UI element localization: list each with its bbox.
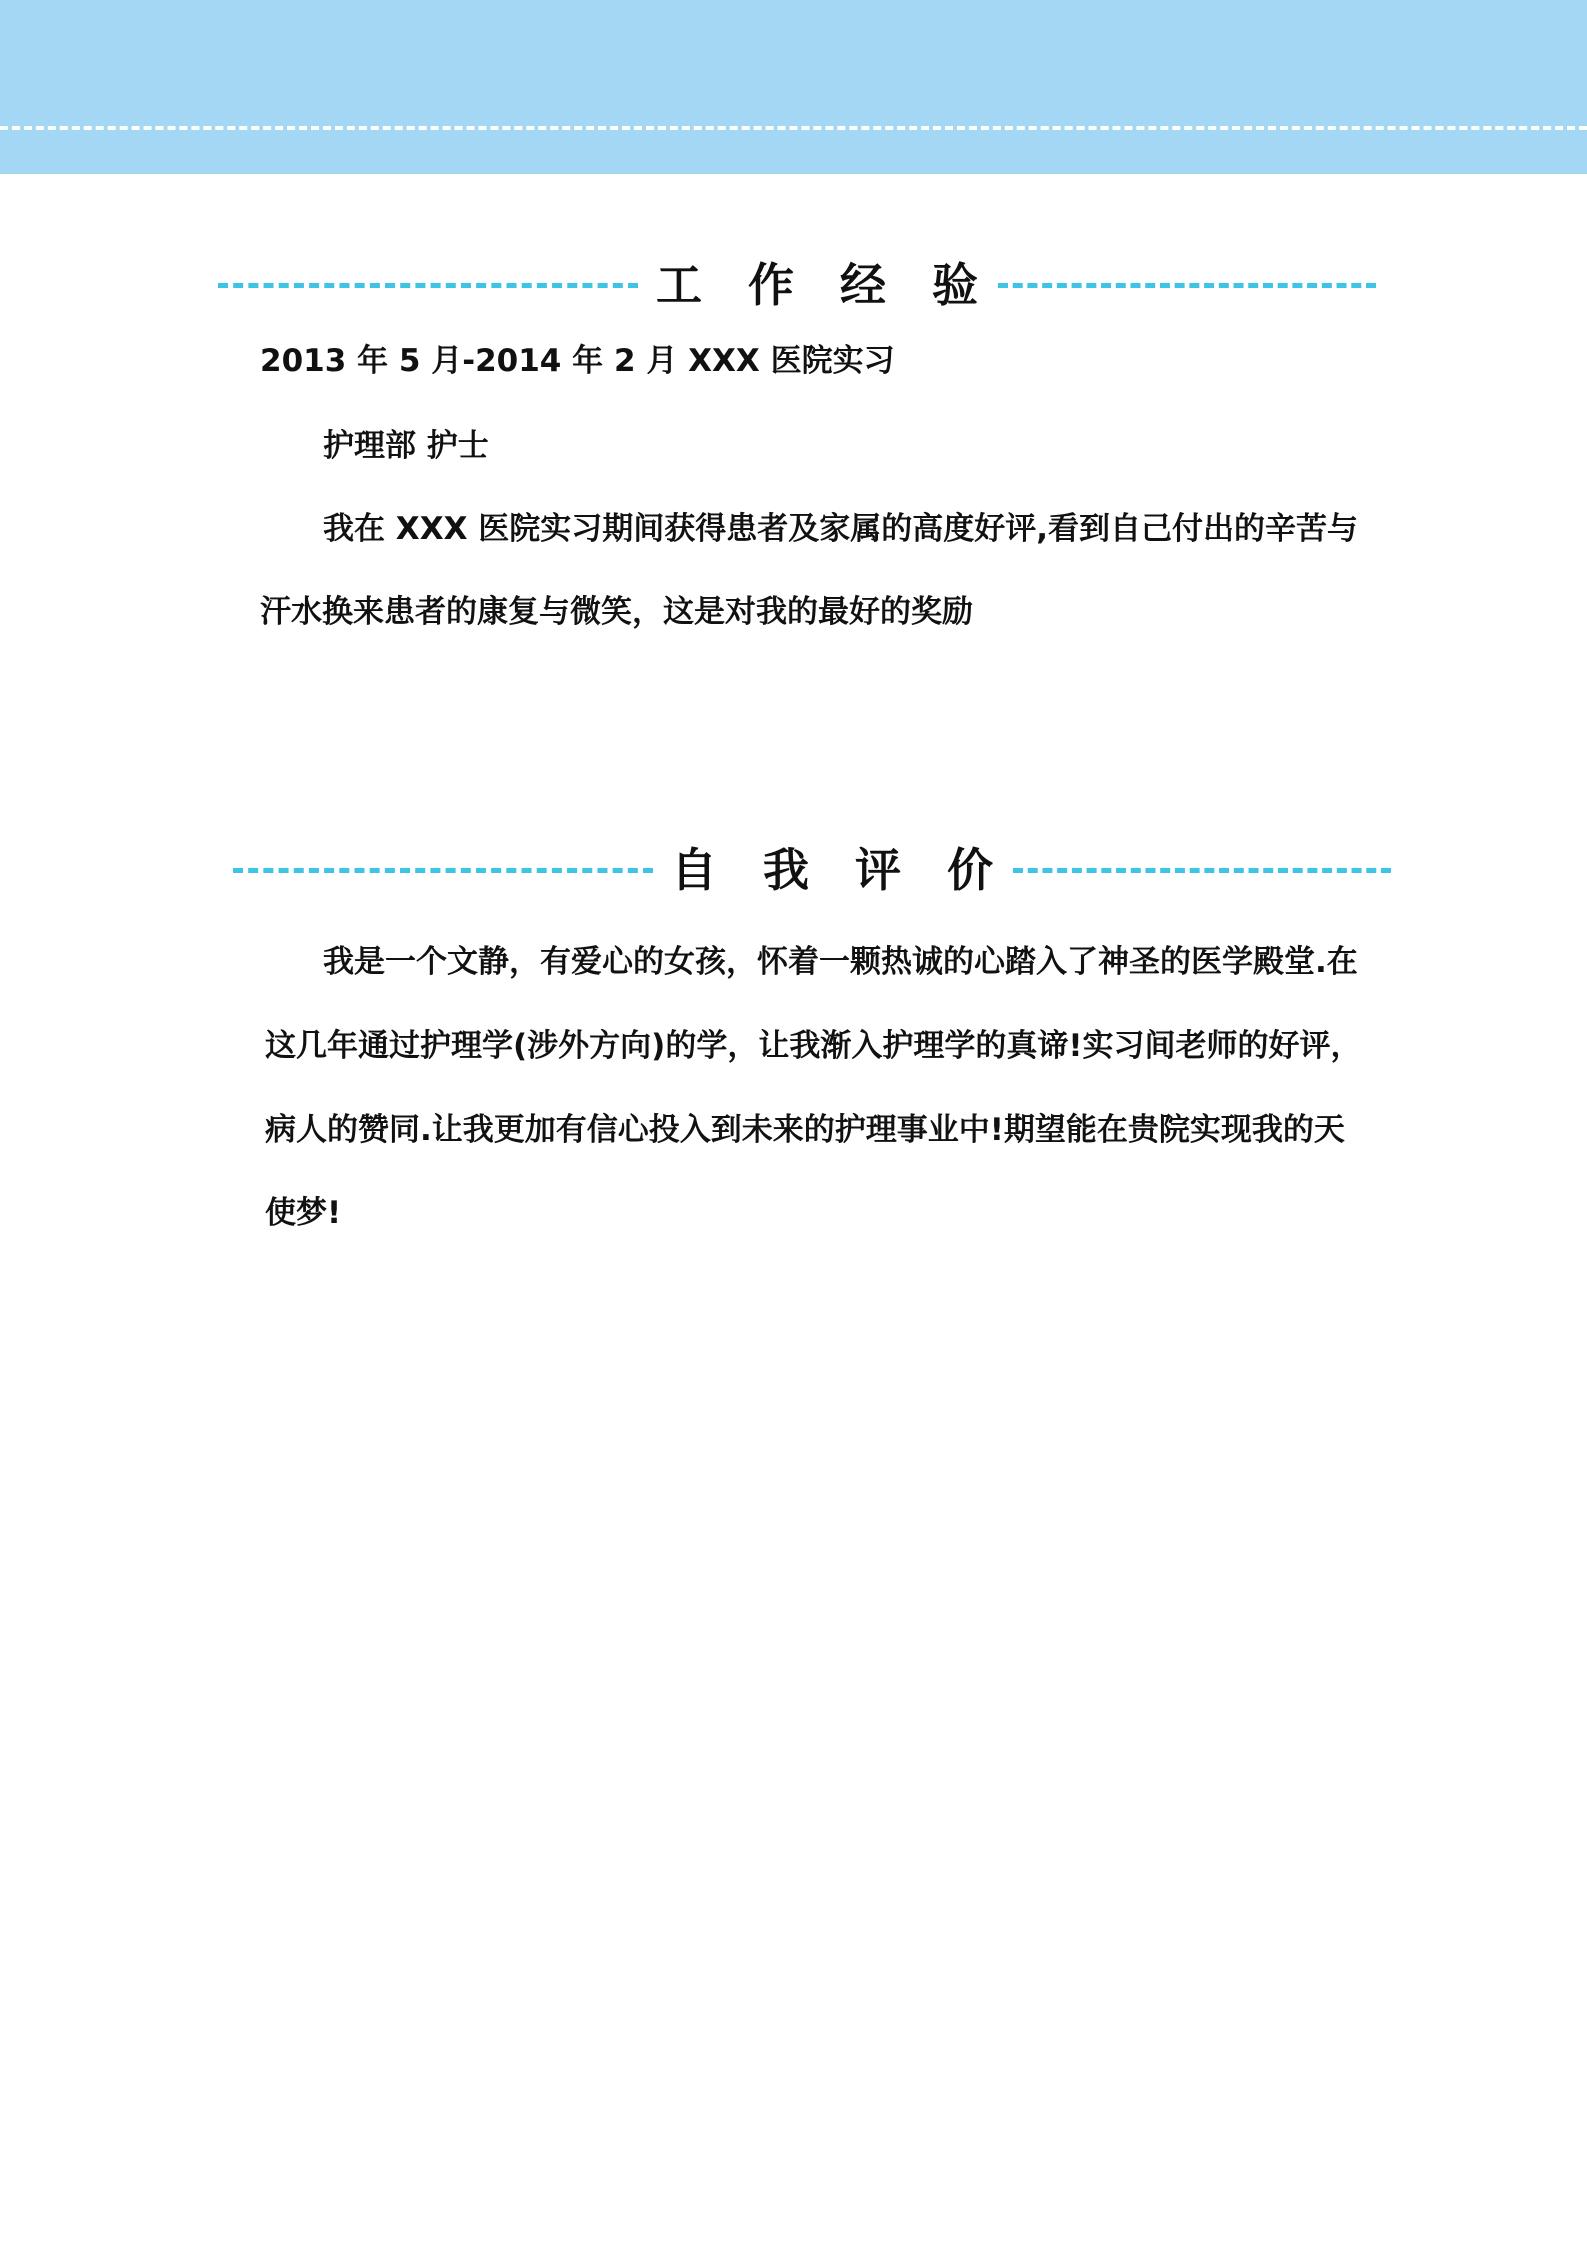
work-description-line: 汗水换来患者的康复与微笑，这是对我的最好的奖励 bbox=[260, 594, 973, 630]
self-evaluation-line: 病人的赞同.让我更加有信心投入到未来的护理事业中!期望能在贵院实现我的天 bbox=[265, 1112, 1345, 1148]
self-evaluation-line: 使梦! bbox=[265, 1195, 342, 1231]
work-experience-title: 工作经验 bbox=[656, 258, 1024, 312]
heading-dash-left bbox=[233, 868, 653, 873]
self-evaluation-heading bbox=[233, 840, 1391, 900]
work-experience-heading bbox=[218, 255, 1376, 315]
heading-dash-left bbox=[218, 283, 638, 288]
header-band bbox=[0, 0, 1587, 174]
work-description-line: 我在 XXX 医院实习期间获得患者及家属的高度好评,看到自己付出的辛苦与 bbox=[323, 511, 1359, 547]
self-evaluation-line: 我是一个文静，有爱心的女孩，怀着一颗热诚的心踏入了神圣的医学殿堂.在 bbox=[323, 944, 1358, 980]
heading-dash-right bbox=[1013, 868, 1391, 873]
self-evaluation-line: 这几年通过护理学(涉外方向)的学，让我渐入护理学的真谛!实习间老师的好评， bbox=[265, 1028, 1362, 1064]
header-dashed-line bbox=[0, 126, 1587, 130]
work-period: 2013 年 5 月-2014 年 2 月 XXX 医院实习 bbox=[260, 343, 895, 379]
work-role: 护理部 护士 bbox=[323, 428, 489, 464]
heading-dash-right bbox=[998, 283, 1376, 288]
self-evaluation-title: 自我评价 bbox=[671, 843, 1039, 897]
